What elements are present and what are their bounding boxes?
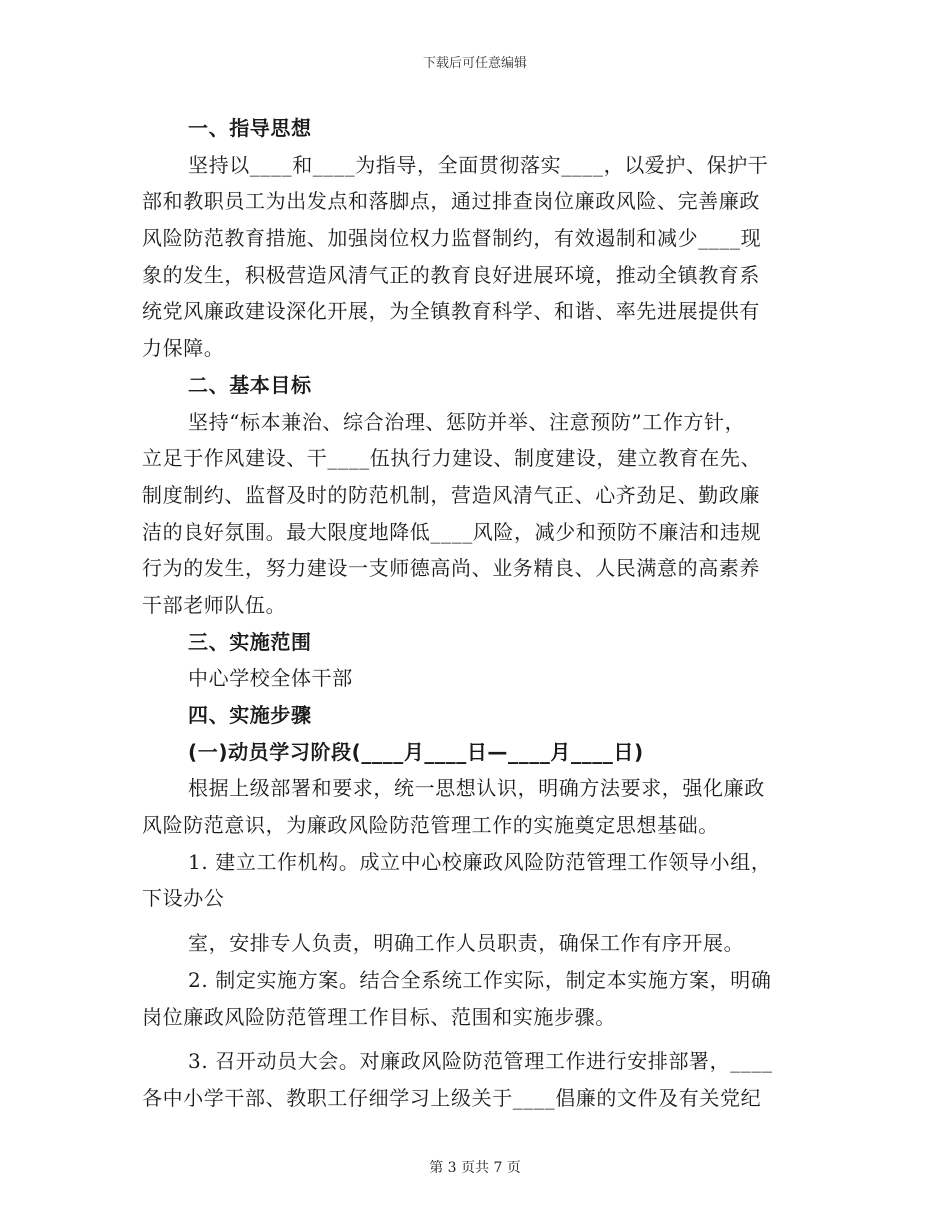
list-item-line: 3. 召开动员大会。对廉政风险防范管理工作进行安排部署，____	[188, 1049, 773, 1074]
section-heading: 四、实施步骤	[188, 703, 312, 727]
paragraph-line: 力保障。	[142, 336, 225, 361]
list-item-line: 2. 制定实施方案。结合全系统工作实际，制定本实施方案，明确	[188, 967, 772, 992]
paragraph-line: 风险防范教育措施、加强岗位权力监督制约，有效遏制和减少____现	[142, 226, 762, 251]
list-item-line: 岗位廉政风险防范管理工作目标、范围和实施步骤。	[142, 1004, 616, 1029]
list-item-line: 下设办公	[142, 886, 225, 911]
paragraph-line: 风险防范意识，为廉政风险防范管理工作的实施奠定思想基础。	[142, 813, 719, 838]
paragraph-line: 坚持以____和____为指导，全面贯彻落实____，以爱护、保护干	[188, 152, 769, 177]
paragraph-line: 根据上级部署和要求，统一思想认识，明确方法要求，强化廉政	[188, 776, 765, 801]
document-body	[142, 110, 810, 1117]
paragraph-line: 洁的良好氛围。最大限度地降低____风险，减少和预防不廉洁和违规	[142, 519, 762, 544]
list-item-line: 1. 建立工作机构。成立中心校廉政风险防范管理工作领导小组，	[188, 849, 772, 874]
paragraph-line: 统党风廉政建设深化开展，为全镇教育科学、和谐、率先进展提供有	[142, 299, 760, 324]
spacer	[142, 917, 810, 925]
subsection-heading: (一)动员学习阶段(____月____日—____月____日)	[188, 739, 644, 764]
section-heading: 二、基本目标	[188, 372, 312, 397]
section-heading: 三、实施范围	[188, 629, 312, 654]
paragraph-line: 立足于作风建设、干____伍执行力建设、制度建设，建立教育在先、	[142, 446, 762, 471]
page-header-note: 下载后可任意编辑	[422, 56, 527, 71]
paragraph-line: 制度制约、监督及时的防范机制，营造风清气正、心齐劲足、勤政廉	[142, 482, 760, 507]
paragraph-line: 中心学校全体干部	[188, 666, 353, 691]
list-item-line: 各中小学干部、教职工仔细学习上级关于____倡廉的文件及有关党纪	[142, 1085, 762, 1110]
paragraph-line: 象的发生，积极营造风清气正的教育良好进展环境，推动全镇教育系	[142, 262, 760, 287]
paragraph-line: 干部老师队伍。	[142, 592, 287, 617]
paragraph-line: 坚持“标本兼治、综合治理、惩防并举、注意预防”工作方针，	[188, 409, 746, 434]
page-footer-indicator: 第 3 页共 7 页	[429, 1160, 521, 1176]
paragraph-line: 行为的发生，努力建设一支师德高尚、业务精良、人民满意的高素养	[142, 556, 760, 581]
paragraph-line: 部和教职员工为出发点和落脚点，通过排查岗位廉政风险、完善廉政	[142, 189, 760, 214]
list-item-line: 室，安排专人负责，明确工作人员职责，确保工作有序开展。	[188, 931, 745, 956]
spacer	[142, 1035, 810, 1043]
section-heading: 一、指导思想	[188, 116, 312, 140]
